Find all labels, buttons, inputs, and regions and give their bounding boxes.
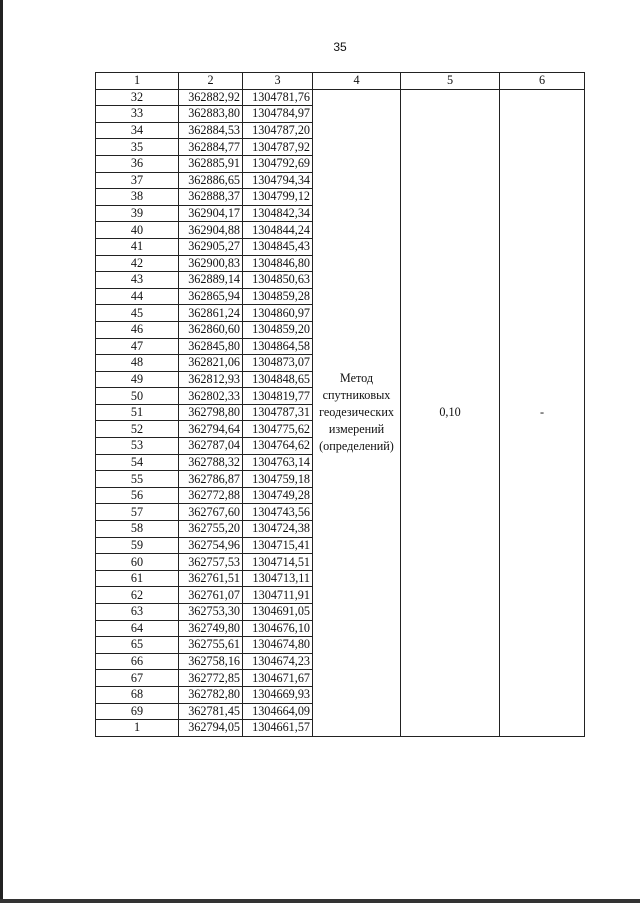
x-coordinate-cell: 362798,80 [179, 404, 243, 421]
point-number-cell: 49 [96, 371, 179, 388]
y-coordinate-cell: 1304873,07 [243, 355, 313, 372]
y-coordinate-cell: 1304676,10 [243, 620, 313, 637]
point-number-cell: 41 [96, 238, 179, 255]
method-line: измерений [328, 422, 385, 437]
x-coordinate-cell: 362904,88 [179, 222, 243, 239]
x-coordinate-cell: 362794,05 [179, 720, 243, 737]
y-coordinate-cell: 1304787,31 [243, 404, 313, 421]
page-number: 35 [333, 40, 347, 54]
scan-edge-left [0, 0, 3, 903]
x-coordinate-cell: 362753,30 [179, 604, 243, 621]
point-number-cell: 50 [96, 388, 179, 405]
x-coordinate-cell: 362812,93 [179, 371, 243, 388]
y-coordinate-cell: 1304860,97 [243, 305, 313, 322]
point-number-cell: 60 [96, 554, 179, 571]
point-number-cell: 57 [96, 504, 179, 521]
x-coordinate-cell: 362845,80 [179, 338, 243, 355]
y-coordinate-cell: 1304664,09 [243, 703, 313, 720]
y-coordinate-cell: 1304775,62 [243, 421, 313, 438]
x-coordinate-cell: 362755,61 [179, 637, 243, 654]
column-6-cell: - [500, 89, 585, 736]
x-coordinate-cell: 362782,80 [179, 686, 243, 703]
point-number-cell: 43 [96, 272, 179, 289]
point-number-cell: 33 [96, 106, 179, 123]
x-coordinate-cell: 362786,87 [179, 471, 243, 488]
y-coordinate-cell: 1304842,34 [243, 205, 313, 222]
point-number-cell: 36 [96, 155, 179, 172]
x-coordinate-cell: 362761,51 [179, 570, 243, 587]
y-coordinate-cell: 1304711,91 [243, 587, 313, 604]
x-coordinate-cell: 362885,91 [179, 155, 243, 172]
x-coordinate-cell: 362904,17 [179, 205, 243, 222]
x-coordinate-cell: 362888,37 [179, 189, 243, 206]
y-coordinate-cell: 1304792,69 [243, 155, 313, 172]
x-coordinate-cell: 362758,16 [179, 653, 243, 670]
point-number-cell: 51 [96, 404, 179, 421]
x-coordinate-cell: 362802,33 [179, 388, 243, 405]
x-coordinate-cell: 362761,07 [179, 587, 243, 604]
point-number-cell: 64 [96, 620, 179, 637]
point-number-cell: 42 [96, 255, 179, 272]
x-coordinate-cell: 362787,04 [179, 438, 243, 455]
point-number-cell: 44 [96, 288, 179, 305]
point-number-cell: 67 [96, 670, 179, 687]
point-number-cell: 34 [96, 122, 179, 139]
point-number-cell: 55 [96, 471, 179, 488]
point-number-cell: 66 [96, 653, 179, 670]
y-coordinate-cell: 1304844,24 [243, 222, 313, 239]
point-number-cell: 47 [96, 338, 179, 355]
point-number-cell: 53 [96, 438, 179, 455]
x-coordinate-cell: 362754,96 [179, 537, 243, 554]
method-line: (определений) [319, 439, 394, 454]
point-number-cell: 56 [96, 487, 179, 504]
y-coordinate-cell: 1304864,58 [243, 338, 313, 355]
y-coordinate-cell: 1304850,63 [243, 272, 313, 289]
accuracy-cell: 0,10 [401, 89, 500, 736]
x-coordinate-cell: 362772,88 [179, 487, 243, 504]
y-coordinate-cell: 1304819,77 [243, 388, 313, 405]
header-col-1: 1 [96, 73, 179, 90]
x-coordinate-cell: 362884,77 [179, 139, 243, 156]
method-line: геодезических [319, 405, 394, 420]
point-number-cell: 52 [96, 421, 179, 438]
point-number-cell: 69 [96, 703, 179, 720]
point-number-cell: 35 [96, 139, 179, 156]
y-coordinate-cell: 1304691,05 [243, 604, 313, 621]
x-coordinate-cell: 362767,60 [179, 504, 243, 521]
y-coordinate-cell: 1304794,34 [243, 172, 313, 189]
x-coordinate-cell: 362860,60 [179, 321, 243, 338]
y-coordinate-cell: 1304859,28 [243, 288, 313, 305]
header-col-3: 3 [243, 73, 313, 90]
x-coordinate-cell: 362794,64 [179, 421, 243, 438]
point-number-cell: 63 [96, 604, 179, 621]
header-col-5: 5 [401, 73, 500, 90]
x-coordinate-cell: 362749,80 [179, 620, 243, 637]
x-coordinate-cell: 362865,94 [179, 288, 243, 305]
point-number-cell: 68 [96, 686, 179, 703]
x-coordinate-cell: 362882,92 [179, 89, 243, 106]
point-number-cell: 48 [96, 355, 179, 372]
point-number-cell: 40 [96, 222, 179, 239]
y-coordinate-cell: 1304743,56 [243, 504, 313, 521]
point-number-cell: 65 [96, 637, 179, 654]
x-coordinate-cell: 362781,45 [179, 703, 243, 720]
point-number-cell: 1 [96, 720, 179, 737]
x-coordinate-cell: 362788,32 [179, 454, 243, 471]
y-coordinate-cell: 1304714,51 [243, 554, 313, 571]
y-coordinate-cell: 1304787,92 [243, 139, 313, 156]
y-coordinate-cell: 1304671,67 [243, 670, 313, 687]
y-coordinate-cell: 1304724,38 [243, 521, 313, 538]
y-coordinate-cell: 1304848,65 [243, 371, 313, 388]
point-number-cell: 37 [96, 172, 179, 189]
x-coordinate-cell: 362889,14 [179, 272, 243, 289]
point-number-cell: 54 [96, 454, 179, 471]
method-cell [313, 89, 401, 736]
y-coordinate-cell: 1304759,18 [243, 471, 313, 488]
point-number-cell: 38 [96, 189, 179, 206]
point-number-cell: 62 [96, 587, 179, 604]
y-coordinate-cell: 1304764,62 [243, 438, 313, 455]
x-coordinate-cell: 362861,24 [179, 305, 243, 322]
y-coordinate-cell: 1304674,80 [243, 637, 313, 654]
y-coordinate-cell: 1304763,14 [243, 454, 313, 471]
y-coordinate-cell: 1304846,80 [243, 255, 313, 272]
header-col-2: 2 [179, 73, 243, 90]
y-coordinate-cell: 1304781,76 [243, 89, 313, 106]
x-coordinate-cell: 362821,06 [179, 355, 243, 372]
y-coordinate-cell: 1304859,20 [243, 321, 313, 338]
y-coordinate-cell: 1304799,12 [243, 189, 313, 206]
point-number-cell: 58 [96, 521, 179, 538]
y-coordinate-cell: 1304787,20 [243, 122, 313, 139]
x-coordinate-cell: 362905,27 [179, 238, 243, 255]
point-number-cell: 46 [96, 321, 179, 338]
coordinates-table [95, 72, 585, 737]
y-coordinate-cell: 1304749,28 [243, 487, 313, 504]
point-number-cell: 32 [96, 89, 179, 106]
y-coordinate-cell: 1304715,41 [243, 537, 313, 554]
x-coordinate-cell: 362900,83 [179, 255, 243, 272]
point-number-cell: 61 [96, 570, 179, 587]
header-col-6: 6 [500, 73, 585, 90]
x-coordinate-cell: 362883,80 [179, 106, 243, 123]
table-row [96, 89, 585, 106]
x-coordinate-cell: 362755,20 [179, 521, 243, 538]
y-coordinate-cell: 1304669,93 [243, 686, 313, 703]
table-body [96, 89, 585, 736]
table-header-row [96, 73, 585, 90]
y-coordinate-cell: 1304845,43 [243, 238, 313, 255]
x-coordinate-cell: 362757,53 [179, 554, 243, 571]
header-col-4: 4 [313, 73, 401, 90]
y-coordinate-cell: 1304784,97 [243, 106, 313, 123]
y-coordinate-cell: 1304713,11 [243, 570, 313, 587]
method-line: спутниковых [322, 388, 391, 403]
point-number-cell: 45 [96, 305, 179, 322]
scan-edge-bottom [0, 899, 640, 903]
x-coordinate-cell: 362886,65 [179, 172, 243, 189]
point-number-cell: 59 [96, 537, 179, 554]
point-number-cell: 39 [96, 205, 179, 222]
method-line: Метод [339, 371, 374, 386]
y-coordinate-cell: 1304661,57 [243, 720, 313, 737]
y-coordinate-cell: 1304674,23 [243, 653, 313, 670]
x-coordinate-cell: 362884,53 [179, 122, 243, 139]
x-coordinate-cell: 362772,85 [179, 670, 243, 687]
